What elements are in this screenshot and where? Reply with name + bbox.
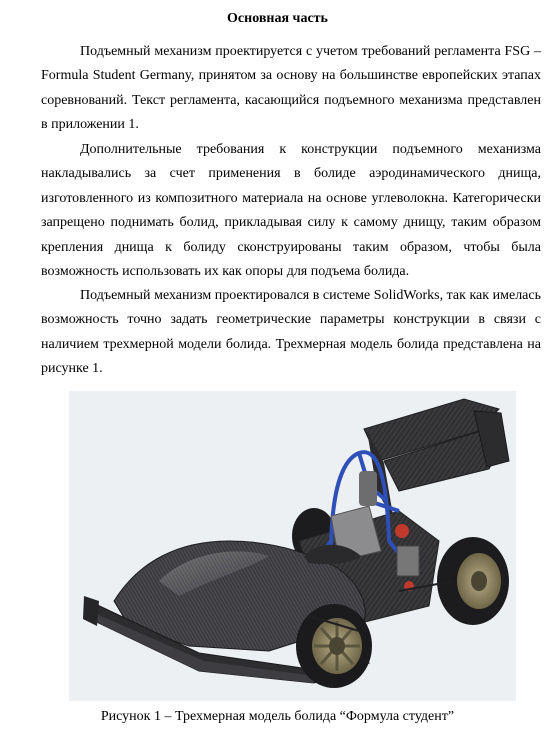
paragraph-3: Подъемный механизм проектировался в системе SolidWorks, так как имелась возможность точно задать геометрические параметры конструкции в связи с наличием трехмерной модели болида. Трехмерная модель болида представлена на рисунке 1.	[41, 288, 541, 377]
paragraph-2: Дополнительные требования к конструкции подъемного механизма накладывались за счет применения в болиде аэродинамического днища, изготовленного из композитного материала на основе углеволокна. Категорически запрещено поднимать болид, прикладывая силу к самому днищу, таким образом крепления днища к болиду сконструированы таким образом, чтобы была возможность использовать их как опоры для подъема болида.	[41, 142, 541, 280]
figure-caption: Рисунок 1 – Трехмерная модель болида “Формула студент”	[100, 709, 455, 724]
rear-wheel	[437, 537, 509, 625]
car-3d-model-image	[69, 391, 516, 701]
paragraph-1: Подъемный механизм проектируется с учетом требований регламента FSG – Formula Student Germany, принятом за основу на большинстве европейских этапах соревнований. Текст регламента, касающийся подъемного механизма представлен в приложении 1.	[41, 44, 541, 133]
front-wheel	[296, 604, 372, 688]
section-heading: Основная часть	[227, 11, 328, 26]
